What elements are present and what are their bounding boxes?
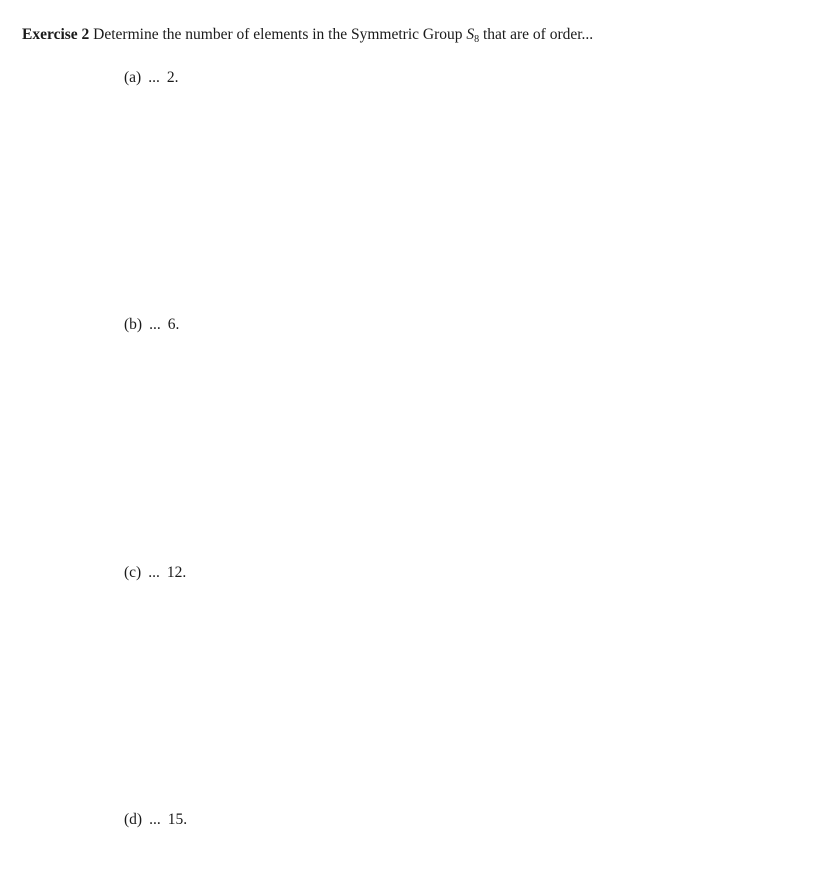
part-label: (b) — [124, 316, 143, 333]
part-b — [124, 315, 179, 335]
part-ellipsis: ... — [149, 811, 161, 828]
part-label: (a) — [124, 69, 142, 86]
part-label: (d) — [124, 811, 143, 828]
part-order-value: 15. — [167, 811, 188, 828]
exercise-statement — [22, 25, 593, 45]
part-label: (c) — [124, 564, 142, 581]
part-ellipsis: ... — [149, 316, 161, 333]
exercise-label: Exercise 2 — [22, 26, 90, 43]
part-ellipsis: ... — [148, 69, 160, 86]
part-order-value: 2. — [166, 69, 179, 86]
group-subscript: 8 — [474, 34, 480, 45]
group-letter: S — [466, 26, 475, 43]
part-order-value: 6. — [167, 316, 180, 333]
part-d — [124, 810, 187, 830]
exercise-text-before: Determine the number of elements in the Symmetric Group — [93, 26, 463, 43]
part-c — [124, 563, 186, 583]
part-a — [124, 68, 178, 88]
part-order-value: 12. — [166, 564, 187, 581]
symmetric-group-symbol — [466, 26, 479, 43]
part-ellipsis: ... — [148, 564, 160, 581]
exercise-text-after: that are of order... — [483, 26, 594, 43]
